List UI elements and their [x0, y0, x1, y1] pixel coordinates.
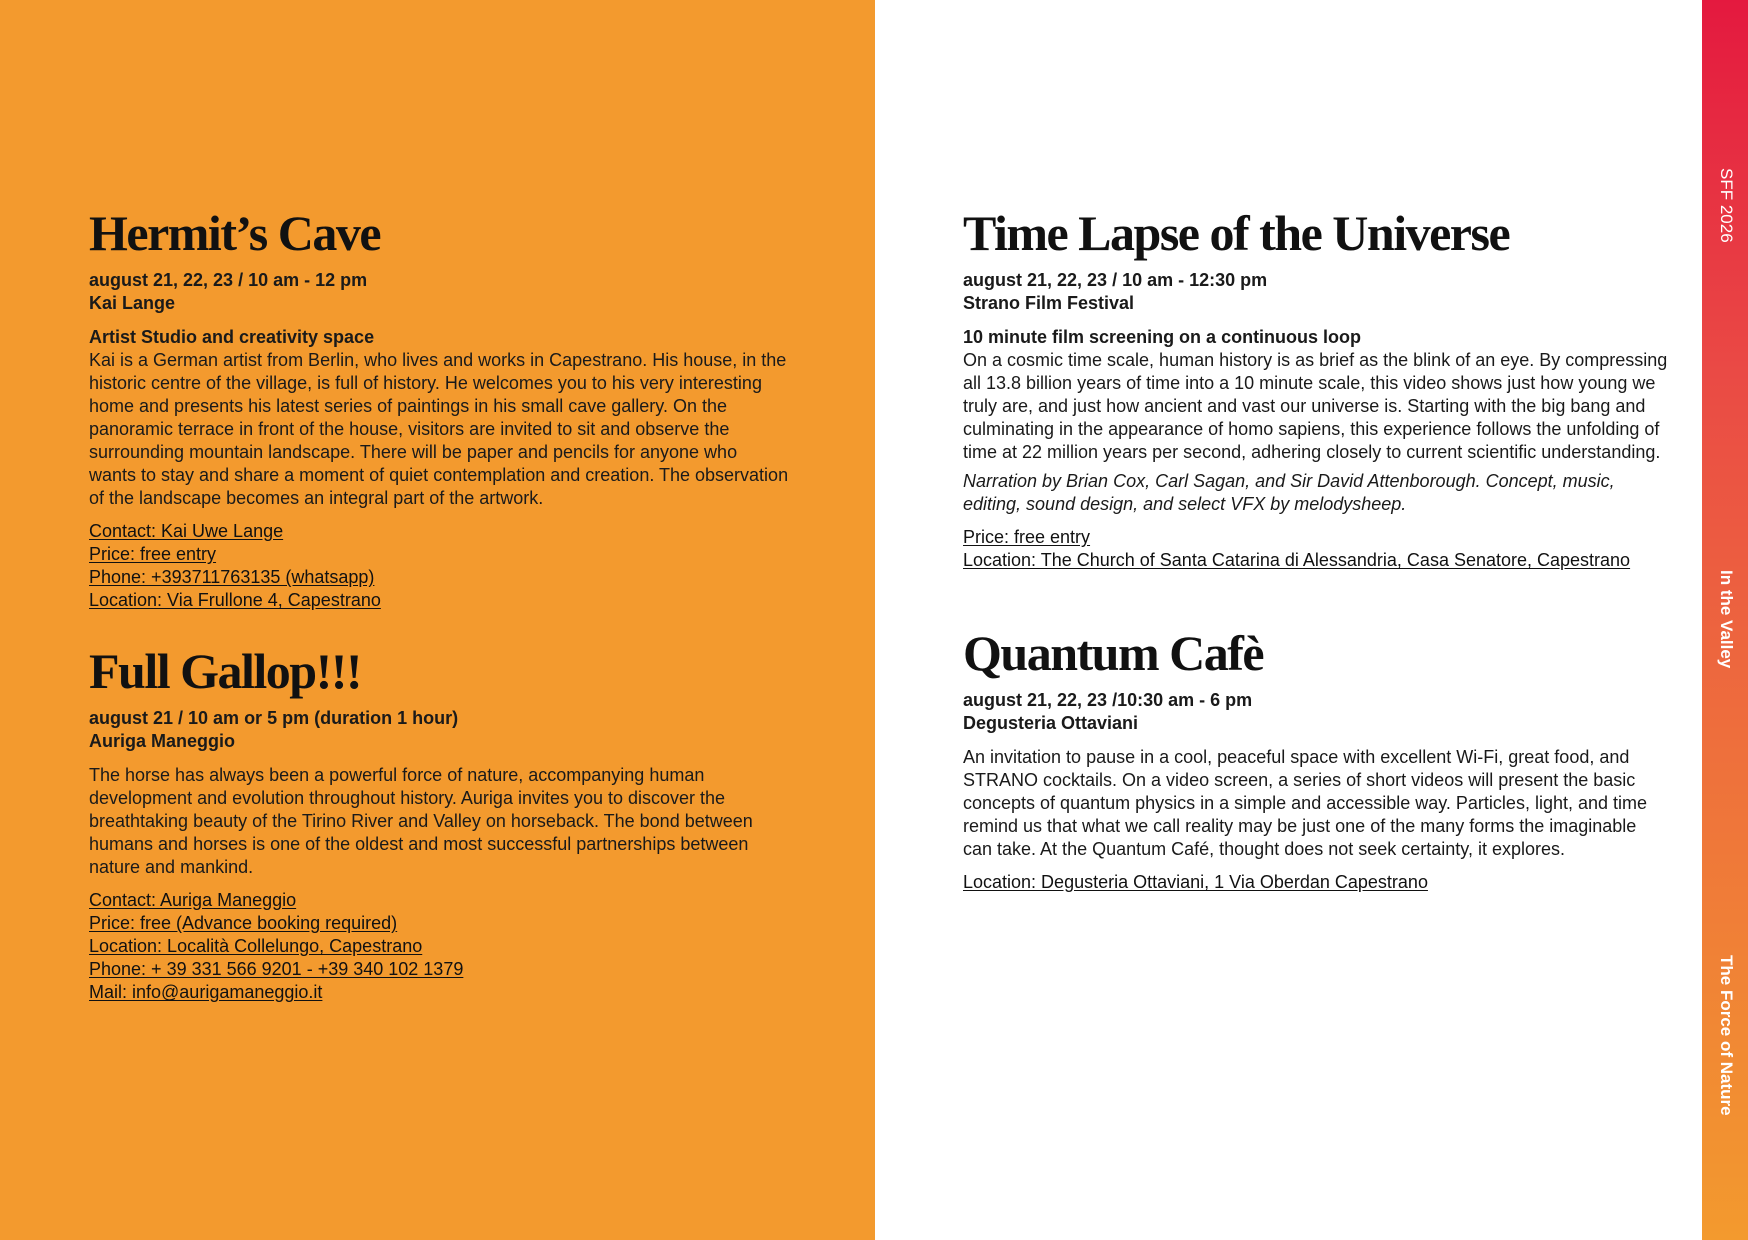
event-description: The horse has always been a powerful force of nature, accompanying human development and evolution throughout history. Auriga invites you to discover the breathtaking beauty of the Tirino River and Valley on horseback. The bond between humans and horses is one of the oldest and most successful partnerships between nature and mankind. [89, 765, 753, 877]
side-label-theme: The Force of Nature [1717, 955, 1736, 1116]
event-host: Kai Lange [89, 293, 176, 313]
event-date: august 21 / 10 am or 5 pm (duration 1 hour) [89, 708, 459, 728]
location-link[interactable]: Location: Degusteria Ottaviani, 1 Via Oberdan Capestrano [963, 872, 1428, 892]
event-host: Auriga Maneggio [89, 731, 236, 751]
event-date: august 21, 22, 23 / 10 am - 12:30 pm [963, 270, 1268, 290]
event-description: An invitation to pause in a cool, peaceful space with excellent Wi-Fi, great food, and STRANO cocktails. On a video screen, a series of short videos will present the basic concepts of quantum physics in a simple and accessible way. Particles, light, and time remind us that what we call reality may be just one of the many forms the imaginable can take. At the Quantum Café, thought does not seek certainty, it explores. [963, 747, 1647, 859]
phone-link[interactable]: Phone: +393711763135 (whatsapp) [89, 567, 375, 587]
right-panel-background [875, 0, 1702, 1240]
location-link[interactable]: Location: Località Collelungo, Capestrano [89, 936, 423, 956]
event-full-gallop [89, 645, 789, 1004]
event-date: august 21, 22, 23 / 10 am - 12 pm [89, 270, 368, 290]
event-quantum-cafe [963, 627, 1668, 894]
event-subtitle: 10 minute film screening on a continuous loop [963, 327, 1362, 347]
event-description: On a cosmic time scale, human history is as brief as the blink of an eye. By compressing all 13.8 billion years of time into a 10 minute scale, this video shows just how young we truly are, and just how ancient and vast our universe is. Starting with the big bang and culminating in the appearance of homo sapiens, this experience follows the unfolding of time at 22 million years per second, adhering closely to current scientific understanding. [963, 350, 1668, 462]
event-info-links [89, 520, 789, 612]
event-title: Quantum Cafè [963, 625, 1264, 681]
event-title: Time Lapse of the Universe [963, 205, 1510, 261]
event-host: Degusteria Ottaviani [963, 713, 1139, 733]
price-link[interactable]: Price: free entry [963, 527, 1091, 547]
price-link[interactable]: Price: free entry [89, 544, 217, 564]
contact-link[interactable]: Contact: Auriga Maneggio [89, 890, 297, 910]
event-host: Strano Film Festival [963, 293, 1135, 313]
event-description: Kai is a German artist from Berlin, who lives and works in Capestrano. His house, in the historic centre of the village, is full of history. He welcomes you to his very interesting home and presents his latest series of paintings in his small cave gallery. On the panoramic terrace in front of the house, visitors are invited to sit and observe the surrounding mountain landscape. There will be paper and pencils for anyone who wants to stay and share a moment of quiet contemplation and creation. The observation of the landscape becomes an integral part of the artwork. [89, 350, 789, 508]
event-subtitle: Artist Studio and creativity space [89, 327, 375, 347]
price-link[interactable]: Price: free (Advance booking required) [89, 913, 398, 933]
event-title: Hermit’s Cave [89, 205, 381, 261]
contact-link[interactable]: Contact: Kai Uwe Lange [89, 521, 284, 541]
mail-link[interactable]: Mail: info@aurigamaneggio.it [89, 982, 323, 1002]
side-label-section: In the Valley [1717, 570, 1736, 669]
event-date: august 21, 22, 23 /10:30 am - 6 pm [963, 690, 1253, 710]
side-label-festival: SFF 2026 [1717, 168, 1736, 243]
location-link[interactable]: Location: Via Frullone 4, Capestrano [89, 590, 381, 610]
location-link[interactable]: Location: The Church of Santa Catarina di Alessandria, Casa Senatore, Capestrano [963, 550, 1631, 570]
event-time-lapse [963, 207, 1668, 572]
event-info-links [963, 526, 1668, 572]
event-hermits-cave [89, 207, 789, 612]
event-title: Full Gallop!!! [89, 643, 362, 699]
event-narration-credits: Narration by Brian Cox, Carl Sagan, and Sir David Attenborough. Concept, music, editing, sound design, and select VFX by melodysheep. [963, 471, 1615, 514]
phone-link[interactable]: Phone: + 39 331 566 9201 - +39 340 102 1379 [89, 959, 464, 979]
event-info-links [963, 871, 1668, 894]
event-info-links [89, 889, 789, 1004]
